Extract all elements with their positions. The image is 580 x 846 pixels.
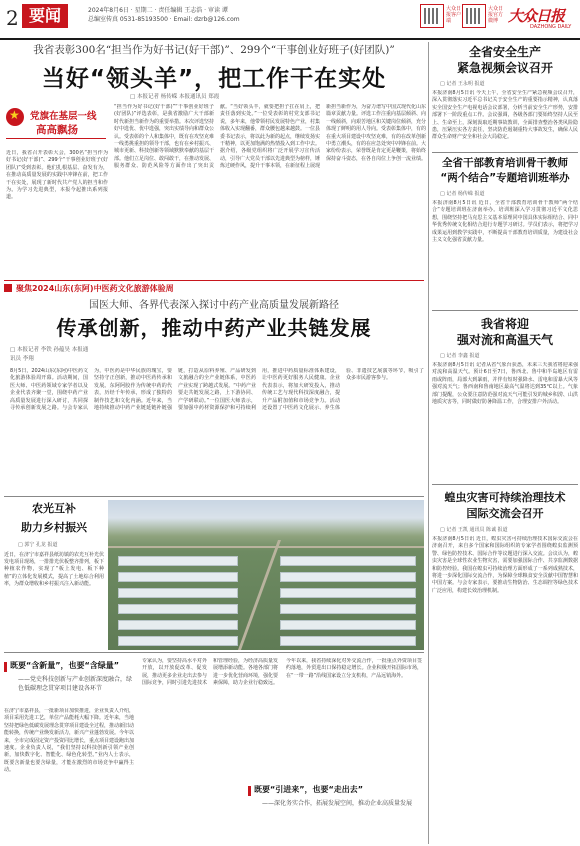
locust-body: 本报济南8月5日讯 近日，蝗虫灾害可持续治理技术国际交流会在济南召开，来自多个国家和国际组织的专家学者围绕蝗虫监测预警、绿色防控技术、国际合作等议题进行深入交流。会议认为，蝗虫灾害是全球性农业生物灾害，需要加强国际合作、共享监测数据和防控经验。我国在蝗虫可持续治理方面形成了一系列成熟技术，将进一步深化国际交流合作，为保障全球粮食安全贡献中国智慧和中国方案。与会专家表示，要推动生物防治、生态调控等绿色技术广泛应用，构建长效治理机制。 (432, 536, 578, 594)
safety-headline[interactable] (432, 44, 578, 76)
tcm-body: 8月5日，2024山东(东阿)中医药文化旅游体验周开幕。活动期间，国医大师、中医药领域专家学者以及企业代表齐聚一堂，围绕中药产业高质量发展进行深入研讨，共同探寻传承创新发展之路。与会专家认为，中医药是中华民族的瑰宝，要坚持守正创新，推动中医药传承和发展。东阿阿胶作为传统中药的代表，历经千年传承，形成了独特的制作技艺和文化内涵。近年来，当地持续推动中药产业链延链补链强链，打造从原料养殖、产品研发到文旅融合的全产业链体系，中医药产业实现了跨越式发展。“中药产业要走共链发展之路，上下游协同、产学研联动。”一位国医大师表示，要加强中药材资源保护和可持续利用，推进中药质量标准体系建设，让中医药更好服务人民健康。企业代表表示，将加大研发投入，推动传统工艺与现代科技深度融合，提升产品附加值和市场竞争力。活动还设置了中医药文化展示、养生体验、非遗技艺展演等环节，吸引了众多市民游客参与。 (10, 368, 424, 412)
qr-label-app: 大众日报客户端 (446, 6, 462, 24)
masthead (0, 0, 580, 40)
story1-title: 既要“含新量”，也要“含绿量” (10, 661, 120, 670)
bottom-stories (4, 654, 424, 844)
photo-title-line2: 助力乡村振兴 (21, 521, 87, 534)
story1-subtitle: ——党史科技创新与产业创新深度融合，绿色低碳理念贯穿项目建设各环节 (18, 676, 133, 692)
weather-headline[interactable] (432, 316, 578, 348)
weather-byline: □ 记者 李鑫 报道 (440, 353, 480, 359)
locust-headline[interactable] (432, 490, 578, 522)
safety-headline-line1: 全省安全生产 (468, 45, 541, 59)
training-headline[interactable] (432, 156, 578, 186)
party-flag-icon (6, 108, 24, 126)
tcm-headline[interactable]: 传承创新，推动中药产业共链发展 (56, 316, 372, 340)
lead-body: “担当作为好书记(好干部)”“干事创业好班子(好团队)”评选表彰，是我省激励广大干部新时代新担当新作为的重要举措。本次评选坚持好中选优、优中选强，突出实绩导向和群众公认。受表彰的个人和集体中，既有在攻坚克难一线勇挑重担的领导干部，也有在乡村振兴、城市更新、科技创新等领域默默奉献的基层干部。他们立足岗位、敢闯敢干，在推动发展、服务群众、防范风险等方面作出了突出贡献。“当好领头羊，就要把担子扛在肩上，把责任落到实处。”一位受表彰的村党支部书记说，多年来，他带领村民发展特色产业，村集体收入实现翻番，群众腰包越来越鼓。一位县委书记表示，将以此为新的起点，继续发扬实干精神，以更加饱满的热情投入到工作中去。据介绍，各级党组织将广泛开展学习宣传活动，引导广大党员干部以先进典型为榜样，锤炼过硬作风，提升干事本领，在新征程上展现新担当新作为，为奋力谱写中国式现代化山东篇章贡献力量。评选工作注重向基层倾斜、向一线倾斜，向艰苦地区和关键岗位倾斜，充分体现了鲜明的用人导向。受表彰集体中，有的在重大项目建设中攻坚克难，有的在改革创新中勇立潮头，有的在应急处突中冲锋在前。大家纷纷表示，荣誉既是肯定更是鞭策，将始终保持奋斗姿态，在各自岗位上争创一流业绩。 (114, 104, 426, 170)
qr-code-icon[interactable] (462, 4, 486, 28)
column-badge (6, 104, 106, 148)
tcm-byline: □ 本报记者 李铁 孙蕴昊 本报通讯员 李翔 (10, 347, 89, 362)
masthead-meta-line1: 2024年8月6日 · 星期二 · 责任编辑 王志浩 · 审读 谭 (88, 7, 228, 14)
solar-farm-photo[interactable] (108, 500, 424, 650)
photo-caption: 近日，在济宁市嘉祥县纸坊镇的农光互补光伏发电项目现场，一排排光伏板整齐排列，板下种植农作物，实现了“板上发电、板下种植”的立体化发展模式，提高了土地综合利用率，为群众增收和乡村振兴注入新动能。 (4, 552, 105, 587)
lead-deck: 我省表彰300名“担当作为好书记(好干部)”、299个“干事创业好班子(好团队)” (33, 44, 395, 56)
training-headline-line2: “两个结合”专题培训班举办 (440, 172, 570, 184)
locust-headline-line1: 蝗虫灾害可持续治理技术 (444, 491, 566, 504)
story2-title-block[interactable] (248, 784, 424, 807)
photo-byline: □ 郭宁 孔龙 报道 (18, 542, 58, 548)
lead-headline[interactable]: 当好“领头羊”，把工作干在实处 (41, 66, 387, 92)
training-body: 本报济南8月5日讯 近日，全省干部教育培训骨干教师“两个结合”专题培训班在济南举办。培训班深入学习贯彻习近平文化思想，围绕坚持把马克思主义基本原理同中国具体实际相结合、同中华优秀传统文化相结合进行专题学习研讨。学员们表示，将把学习成果运用到教学实践中，不断提高干部教育培训质量，为建设社会主义文化强省贡献力量。 (432, 200, 578, 244)
safety-body: 本报济南8月5日讯 今天上午，全省安全生产紧急视频会议召开，深入贯彻落实习近平总书记关于安全生产的重要指示精神，认真落实全国安全生产电视电话会议部署，分析当前安全生产形势，安排部署下一阶段重点工作。会议强调，各级各部门要始终坚持人民至上、生命至上，深刻汲取近期事故教训，全面排查整治各类风险隐患，压紧压实各方责任，坚决防范遏制重特大事故发生，确保人民群众生命财产安全和社会大局稳定。 (432, 90, 578, 141)
weather-headline-line2: 强对流和高温天气 (456, 333, 553, 347)
lead-body-intro: 近日，我省召开表彰大会，300名“担当作为好书记(好干部)”、299个“干事创业好班子(好团队)”受到表彰。他们扎根基层、奋发有为，在推动高质量发展的实践中冲锋在前，把工作干在实处，展现了新时代共产党人的担当和作为。为学习先进典型，本报今起推出系列报道。 (6, 150, 108, 201)
locust-byline: □ 记者 王凯 通讯员 陈诚 报道 (440, 527, 508, 533)
story2-subtitle: ——深化务实合作，拓展发展空间，推动企业高质量发展 (262, 800, 413, 807)
locust-headline-line2: 国际交流会召开 (466, 507, 544, 520)
weather-headline-line1: 我省将迎 (480, 317, 529, 331)
training-headline-line1: 全省干部教育培训骨干教师 (442, 157, 568, 169)
photo-title-line1: 农光互补 (32, 502, 76, 515)
safety-byline: □ 记者 王永明 报道 (440, 81, 485, 87)
tcm-deck: 国医大师、各界代表深入探讨中药产业高质量发展新路径 (89, 300, 339, 311)
masthead-meta-line2: 总编室传真 0531-85193500 · Email: dzrb@126.com (88, 16, 240, 23)
story1-body: 在济宁市嘉祥县，一批新项目加快推进，企业负责人介绍，项目采用先进工艺，单位产品能耗大幅下降。近年来，当地坚持把绿色低碳发展理念贯穿项目建设全过程，推动新旧动能转换，传统产业焕发新活力，新兴产业蓬勃发展。今年以来，全市完成固定资产投资同比增长，重点项目建设跑出加速度。企业负责人说，“我们坚持以科技创新引领产业创新，加快数字化、智能化、绿色化转型。”业内人士表示，既要含新量也要含绿量，才能在激烈的市场竞争中赢得主动。 (4, 708, 134, 774)
banner-marker-icon (4, 284, 12, 292)
qr-code-icon[interactable] (420, 4, 444, 28)
story1-body-cont: 专家认为，要坚持高水平对外开放，以开放促改革、促发展，推动更多企业走出去参与国际竞争，同时引进先进技术和管理经验，为经济高质量发展增添新动能。各地各部门将进一步优化营商环境，强化要素保障，助力企业行稳致远。 (142, 658, 278, 687)
masthead-meta (88, 6, 388, 24)
qr-label-weibo: 大众日报官方微博 (488, 6, 504, 24)
story2-body-lead: 今年以来，我省持续深化对外交流合作，一批重点外资项目签约落地，外贸进出口保持稳定增长。企业积极开拓国际市场，在“一带一路”沿线国家设立分支机构，产品远销海外。 (286, 658, 422, 679)
newspaper-logo: 大众日报 (508, 7, 565, 25)
story1-title-block[interactable] (4, 660, 134, 692)
newspaper-logo-sub: DAZHONG DAILY (530, 24, 572, 30)
story2-title: 既要“引进来”，也要“走出去” (254, 785, 364, 794)
safety-headline-line2: 紧急视频会议召开 (456, 61, 553, 75)
event-banner-text: 聚焦2024山东(东阿)中医药文化旅游体验周 (16, 284, 174, 293)
training-byline: □ 记者 杨传嵘 报道 (440, 191, 485, 197)
section-label: 要闻 (22, 4, 68, 28)
lead-byline: □ 本报记者 杨传嵘 本报通讯员 郑霞 (130, 94, 220, 100)
photo-caption-block (4, 500, 104, 650)
column-badge-line1: 党旗在基层一线 (30, 111, 97, 122)
weather-body: 本报济南8月5日讯 记者从省气象台获悉，未来三天我省将迎来强对流和高温天气。预计6日至7日，鲁西北、鲁中和半岛地区有雷雨或阵雨，局部大到暴雨，并伴有短时强降水、雷电和雷暴大风等强对流天气；鲁西南和鲁南地区最高气温将达到35℃以上。气象部门提醒，公众要注意防范强对流天气可能引发的城乡积涝、山洪地质灾害等，同时做好防暑降温工作，合理安排户外活动。 (432, 362, 578, 406)
column-badge-line2: 高高飘扬 (36, 124, 78, 136)
event-banner (4, 280, 424, 294)
page-number: 2 (6, 6, 19, 30)
